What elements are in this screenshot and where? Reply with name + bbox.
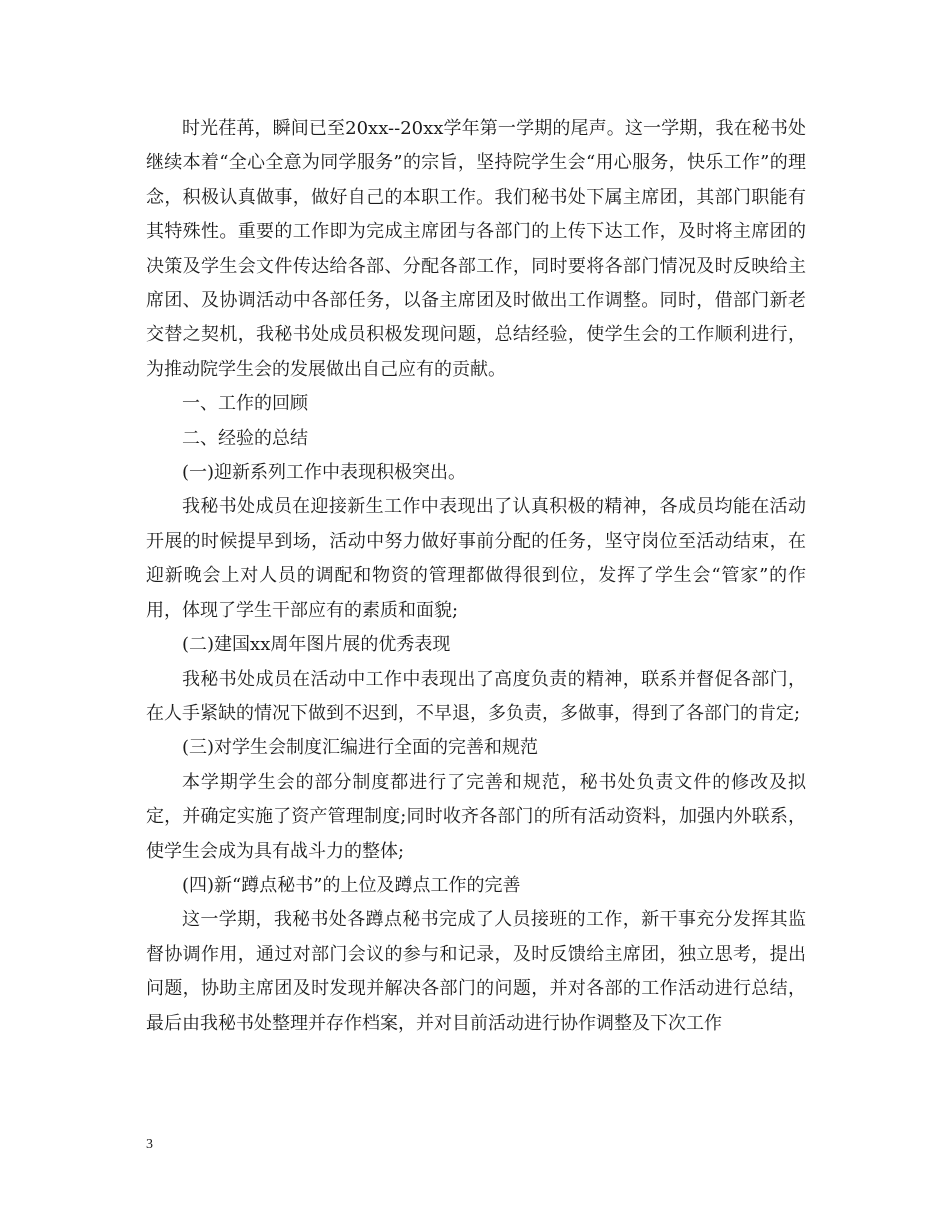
subheading-orientation: (一)迎新系列工作中表现积极突出。 <box>182 462 467 484</box>
paragraph-liaison-secretary: 这一学期，我秘书处各蹲点秘书完成了人员接班的工作，新干事充分发挥其监督协调作用，通过对部门会议的参与和记录，及时反馈给主席团，独立思考，提出问题，协助主席团及时发现并解决各部门的问题，并对各部的工作活动进行总结，最后由我秘书处整理并存作档案，并对目前活动进行协作调整及下次工作 <box>146 909 806 1034</box>
paragraph-photo-exhibition: 我秘书处成员在活动中工作中表现出了高度负责的精神，联系并督促各部门，在人手紧缺的情况下做到不迟到，不早退，多负责，多做事，得到了各部门的肯定; <box>146 668 806 724</box>
page-number: 3 <box>146 1137 153 1152</box>
intro-paragraph: 时光荏苒，瞬间已至20xx--20xx学年第一学期的尾声。这一学期，我在秘书处继续本着“全心全意为同学服务”的宗旨，坚持院学生会“用心服务，快乐工作”的理念，积极认真做事，做好自己的本职工作。我们秘书处下属主席团，其部门职能有其特殊性。重要的工作即为完成主席团与各部门的上传下达工作，及时将主席团的决策及学生会文件传达给各部、分配各部工作，同时要将各部门情况及时反映给主席团、及协调活动中各部任务，以备主席团及时做出工作调整。同时，借部门新老交替之契机，我秘书处成员积极发现问题，总结经验，使学生会的工作顺利进行，为推动院学生会的发展做出自己应有的贡献。 <box>146 118 806 380</box>
subheading-liaison-secretary: (四)新“蹲点秘书”的上位及蹲点工作的完善 <box>182 874 521 896</box>
section-heading-review: 一、工作的回顾 <box>182 393 308 415</box>
section-heading-summary: 二、经验的总结 <box>182 427 308 449</box>
document-body <box>146 112 806 1041</box>
paragraph-orientation: 我秘书处成员在迎接新生工作中表现出了认真积极的精神，各成员均能在活动开展的时候提早到场，活动中努力做好事前分配的任务，坚守岗位至活动结束，在迎新晚会上对人员的调配和物资的管理都做得很到位，发挥了学生会“管家”的作用，体现了学生干部应有的素质和面貌; <box>146 496 806 621</box>
subheading-regulations: (三)对学生会制度汇编进行全面的完善和规范 <box>182 737 539 759</box>
subheading-photo-exhibition: (二)建国xx周年图片展的优秀表现 <box>182 634 451 656</box>
paragraph-regulations: 本学期学生会的部分制度都进行了完善和规范，秘书处负责文件的修改及拟定，并确定实施了资产管理制度;同时收齐各部门的所有活动资料，加强内外联系，使学生会成为具有战斗力的整体; <box>146 771 806 862</box>
